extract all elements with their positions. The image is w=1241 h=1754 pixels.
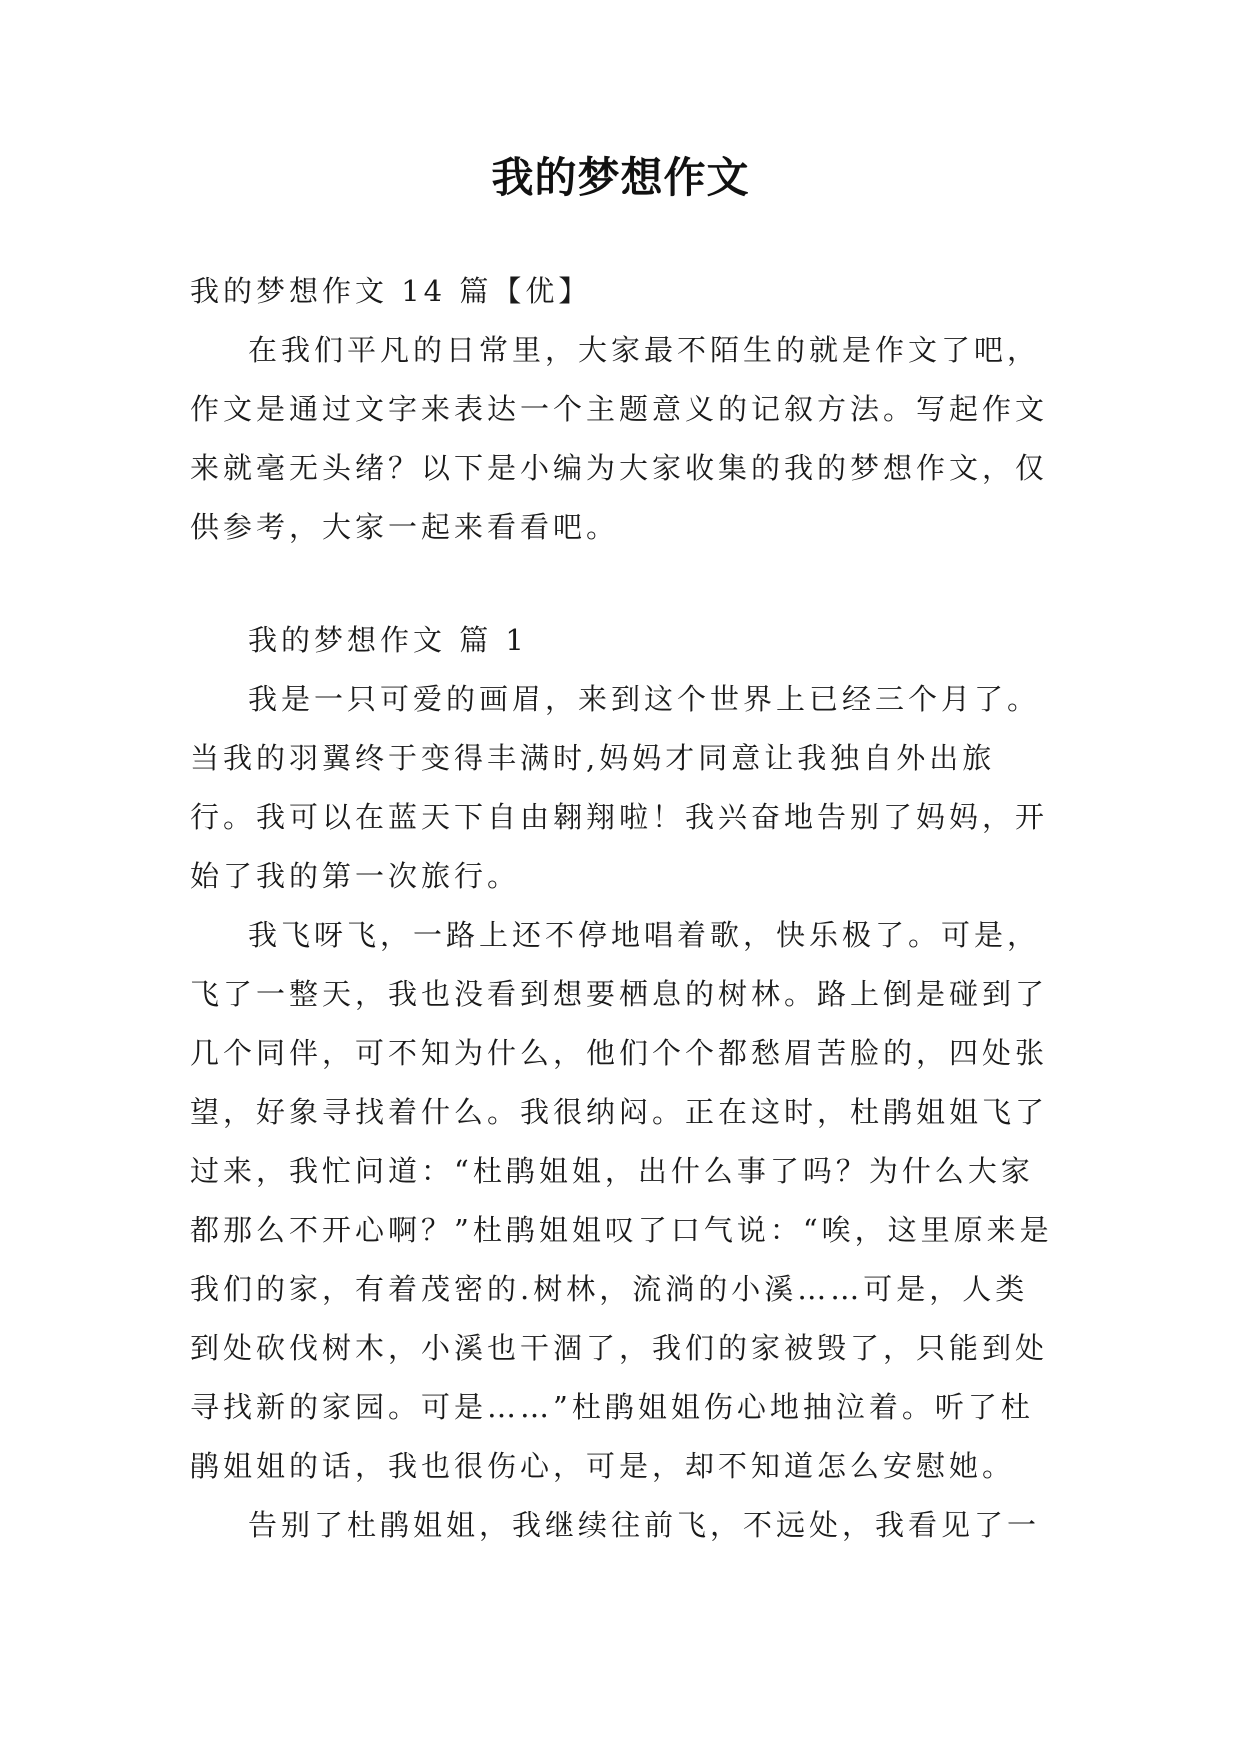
document-body [190, 262, 1060, 1555]
document-heading: 我的梦想作文 14 篇【优】 [190, 274, 592, 308]
intro-paragraph: 在我们平凡的日常里，大家最不陌生的就是作文了吧，作文是通过文字来表达一个主题意义的记叙方法。写起作文来就毫无头绪？以下是小编为大家收集的我的梦想作文，仅供参考，大家一起来看看吧。 [190, 333, 1049, 544]
paragraph-1: 我是一只可爱的画眉，来到这个世界上已经三个月了。当我的羽翼终于变得丰满时,妈妈才同意让我独自外出旅行。我可以在蓝天下自由翱翔啦！我兴奋地告别了妈妈，开始了我的第一次旅行。 [190, 682, 1049, 893]
paragraph-3: 告别了杜鹃姐姐，我继续往前飞，不远处，我看见了一 [248, 1508, 1041, 1542]
paragraph-2: 我飞呀飞，一路上还不停地唱着歌，快乐极了。可是，飞了一整天，我也没看到想要栖息的树林。路上倒是碰到了几个同伴，可不知为什么，他们个个都愁眉苦脸的，四处张望，好象寻找着什么。我很纳闷。正在这时，杜鹃姐姐飞了过来，我忙问道：“杜鹃姐姐，出什么事了吗？为什么大家都那么不开心啊？”杜鹃姐姐叹了口气说：“唉，这里原来是我们的家，有着茂密的.树林，流淌的小溪……可是，人类到处砍伐树木，小溪也干涸了，我们的家被毁了，只能到处寻找新的家园。可是……”杜鹃姐姐伤心地抽泣着。听了杜鹃姐姐的话，我也很伤心，可是，却不知道怎么安慰她。 [190, 918, 1053, 1483]
section-title: 我的梦想作文 篇 1 [248, 623, 528, 657]
document-title: 我的梦想作文 [491, 153, 750, 202]
